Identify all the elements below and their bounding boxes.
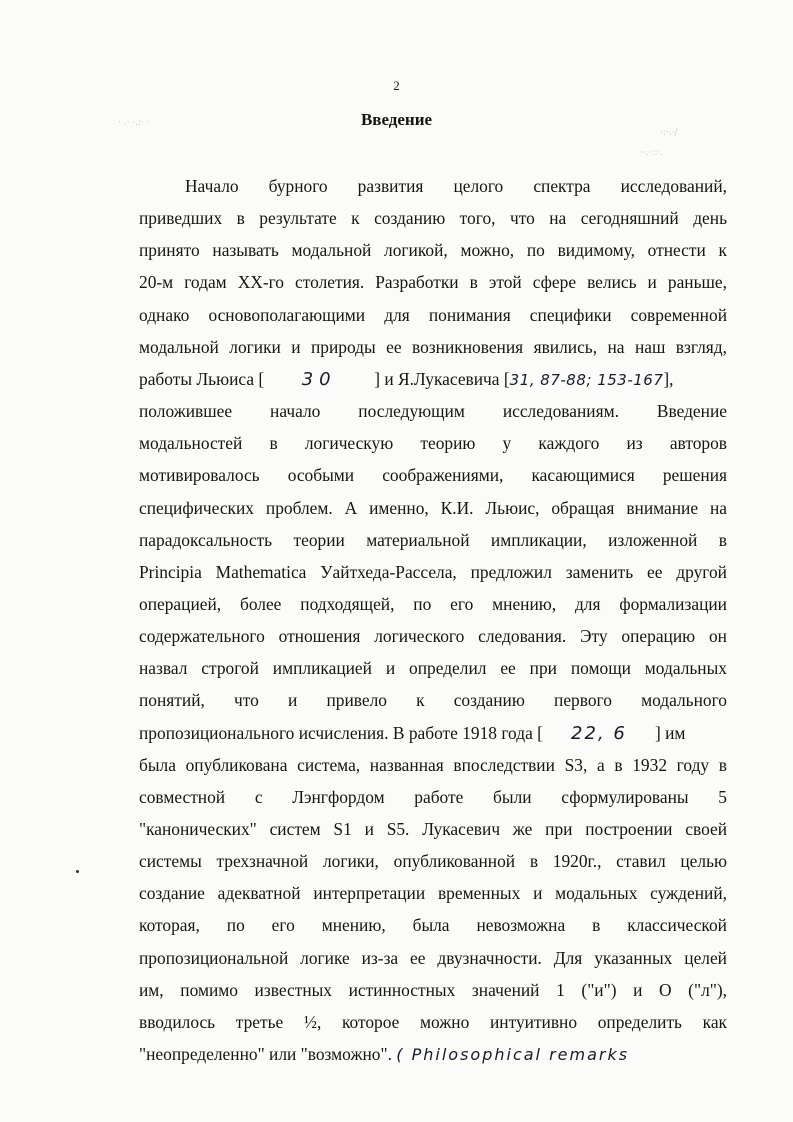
text-line: модальностей в логическую теорию у каждого из авторов [139,433,727,454]
text-fragment: ] и Я.Лукасевича [ [374,368,510,389]
text-fragment: ], [663,368,674,389]
text-line: положившее начало последующим исследованиям. Введение [139,401,727,422]
text-line: которая, по его мнению, была невозможна в классической [139,915,727,936]
text-fragment: ] им [654,722,686,743]
text-line: назвал строгой импликацией и определил ее при помощи модальных [139,658,727,679]
text-line: принято называть модальной логикой, можно, по видимому, отнести к [139,240,727,261]
text-line: была опубликована система, названная впоследствии S3, а в 1932 году в [139,754,727,775]
scan-noise: · .· ·.:· · [118,118,150,128]
text-line: мотивировалось особыми соображениями, касающимися решения [139,465,727,486]
scan-noise: ··.·::·. [640,148,664,158]
text-line: однако основополагающими для понимания специфики современной [139,304,727,325]
text-line: содержательного отношения логического следования. Эту операцию он [139,626,727,647]
scan-noise: ·:·.·/ [660,128,678,138]
text-line: специфических проблем. А именно, К.И. Льюис, обращая внимание на [139,497,727,518]
text-fragment: работы Льюиса [ [139,368,265,389]
scan-dot [76,870,79,873]
text-line: парадоксальность теории материальной импликации, изложенной в [139,529,727,550]
page-number: 2 [393,78,400,93]
text-fragment: пропозиционального исчисления. В работе 1918 года [ [139,722,543,743]
text-line: "канонических" систем S1 и S5. Лукасевич же при построении своей [139,819,727,839]
text-fragment: "неопределенно" или "возможно". [139,1044,392,1065]
text-line: системы трехзначной логики, опубликованной в 1920г., ставил целью [139,851,727,872]
handwritten-reference: 30 [301,368,337,390]
text-line [139,369,727,390]
text-line: понятий, что и привело к созданию первого модального [139,690,727,711]
text-line: приведших в результате к созданию того, что на сегодняшний день [139,208,727,229]
text-line: модальной логики и природы ее возникновения явились, на наш взгляд, [139,336,727,357]
handwritten-reference: 31, 87-88; 153-167 [509,370,664,389]
text-line: вводилось третье ½, которое можно интуитивно определить как [139,1011,727,1032]
section-heading: Введение [360,110,433,129]
text-line: операцией, более подходящей, по его мнению, для формализации [139,593,727,614]
text-line: совместной с Лэнгфордом работе были сформулированы 5 [139,786,727,807]
text-line [139,1044,727,1065]
text-line: создание адекватной интерпретации временных и модальных суждений, [139,883,727,904]
text-line: 20-м годам XX-го столетия. Разработки в этой сфере велись и раньше, [139,272,727,293]
handwritten-reference: 22, 6 [571,722,627,744]
text-line [139,723,727,744]
text-line: Начало бурного развития целого спектра исследований, [185,176,727,196]
text-line: им, помимо известных истинностных значений 1 ("и") и O ("л"), [139,979,727,1000]
text-line: Principia Mathematica Уайтхеда-Рассела, предложил заменить ее другой [139,561,727,582]
text-line: пропозициональной логике из-за ее двузначности. Для указанных целей [139,947,727,968]
handwritten-note: ( Philosophical remarks [396,1045,630,1065]
